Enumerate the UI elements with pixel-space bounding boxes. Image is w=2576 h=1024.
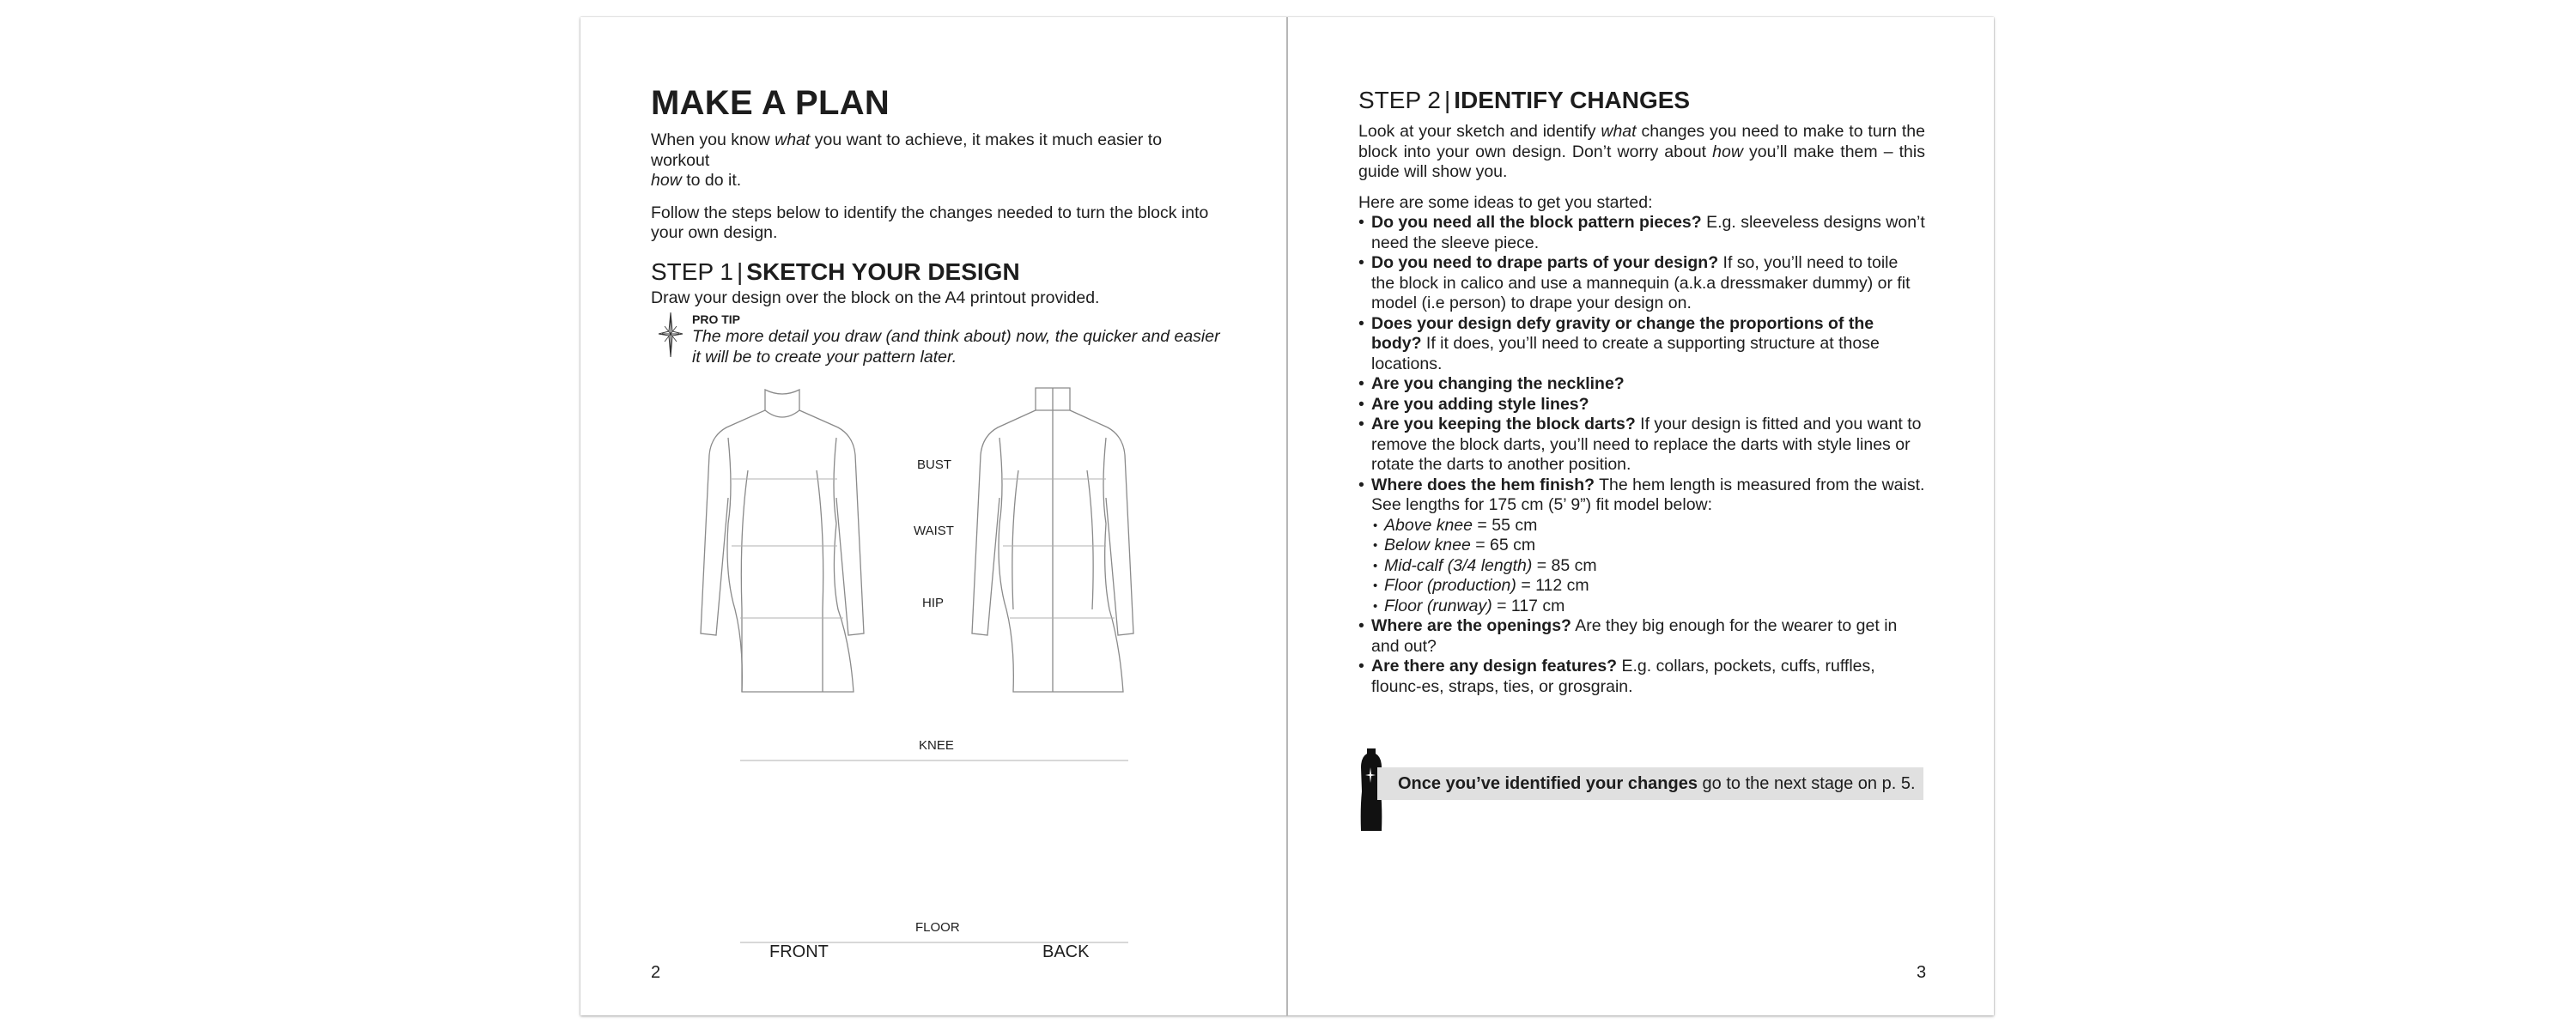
ideas-list (1358, 213, 1925, 697)
hem-length-item: • Below knee = 65 cm (1371, 536, 1925, 556)
page-title: MAKE A PLAN (651, 84, 890, 122)
page-number-left: 2 (651, 963, 661, 982)
back-label: BACK (1042, 942, 1090, 961)
front-label: FRONT (769, 942, 829, 961)
step2-intro: Look at your sketch and identify what changes you need to make to turn the block into your own design. Don’t worry about how you’ll make them – this guide will show you. (1358, 122, 1925, 181)
right-page (1288, 17, 1994, 1015)
list-item: • Are you keeping the block darts? If your design is fitted and you want to remove the block darts, you’ll need to replace the darts with style lines or rotate the darts to another position. (1358, 415, 1925, 476)
hem-length-item: • Floor (runway) = 117 cm (1371, 597, 1925, 617)
hem-lengths-list (1371, 516, 1925, 617)
hip-label: HIP (922, 596, 945, 610)
knee-label: KNEE (919, 738, 954, 753)
floor-label: FLOOR (915, 920, 960, 935)
list-item: • Do you need all the block pattern pieces? E.g. sleeveless designs won’t need the sleeve piece. (1358, 213, 1925, 253)
right-content (1358, 86, 1925, 697)
pro-tip-text: The more detail you draw (and think about) now, the quicker and easier it will be to create your pattern later. (692, 327, 1220, 367)
left-content (651, 82, 1218, 308)
intro-paragraph-2: Follow the steps below to identify the changes needed to turn the block into your own design. (651, 203, 1209, 242)
bust-label: BUST (917, 457, 952, 472)
hem-length-item: • Mid-calf (3/4 length) = 85 cm (1371, 556, 1925, 577)
step2-heading: STEP 2 | IDENTIFY CHANGES (1358, 87, 1691, 113)
list-item: • Does your design defy gravity or change the proportions of the body? If it does, you’ll need to create a supporting structure at those locations. (1358, 314, 1925, 375)
sparkle-icon (658, 309, 683, 361)
pro-tip (692, 312, 1224, 367)
dress-block-figure (580, 361, 1285, 979)
ideas-lead: Here are some ideas to get you started: (1358, 192, 1653, 212)
waist-label: WAIST (914, 524, 954, 538)
step1-text: Draw your design over the block on the A4 printout provided. (651, 288, 1100, 307)
list-item: • Are there any design features? E.g. collars, pockets, cuffs, ruffles, flounc-es, straps, ties, or grosgrain. (1358, 657, 1925, 697)
hem-length-item: • Above knee = 55 cm (1371, 516, 1925, 536)
page-number-right: 3 (1917, 963, 1927, 982)
callout-text: Once you’ve identified your changes go to the next stage on p. 5. (1377, 767, 1923, 800)
list-item: • Where does the hem finish? The hem length is measured from the waist. See lengths for 175 cm (5’ 9”) fit model below: • Above knee = 55 cm • Below knee = 65 cm • Mid-calf (3/4 length) = 85 cm • Floor (production) = 112 cm • Floor (runway) = 117 cm (1358, 476, 1925, 617)
pro-tip-label: PRO TIP (692, 312, 741, 326)
hem-length-item: • Floor (production) = 112 cm (1371, 576, 1925, 597)
next-step-callout (1358, 748, 1925, 831)
list-item: • Are you changing the neckline? (1358, 374, 1925, 395)
list-item: • Are you adding style lines? (1358, 395, 1925, 415)
intro-paragraph-1: When you know what you want to achieve, it makes it much easier to workout how to do it. (651, 130, 1163, 190)
list-item: • Do you need to drape parts of your design? If so, you’ll need to toile the block in calico and use a mannequin (a.k.a dressmaker dummy) or fit model (i.e person) to drape your design on. (1358, 253, 1925, 314)
book-spread (580, 17, 1994, 1015)
list-item: • Where are the openings? Are they big enough for the wearer to get in and out? (1358, 616, 1925, 657)
step1-heading: STEP 1 | SKETCH YOUR DESIGN (651, 258, 1020, 285)
left-page (580, 17, 1288, 1015)
